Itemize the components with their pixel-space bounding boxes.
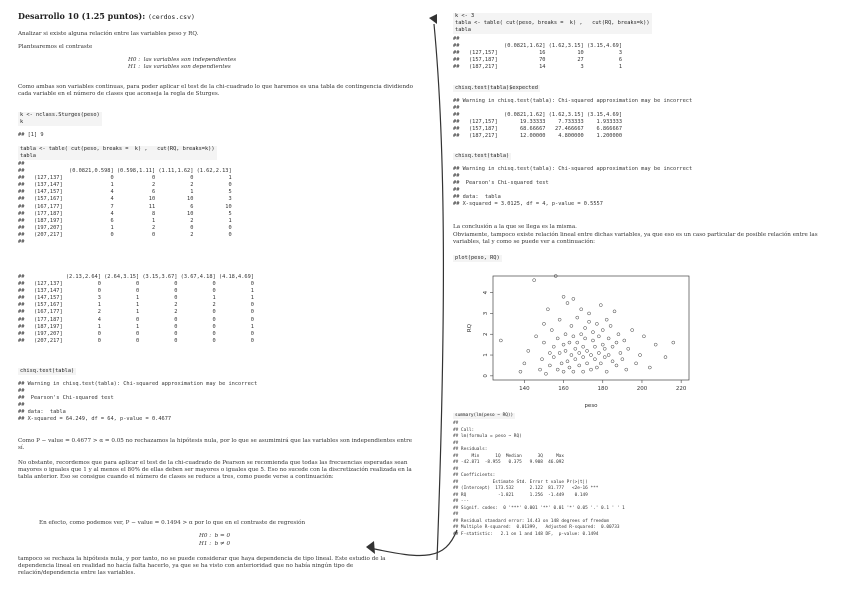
scatter-point (601, 343, 604, 346)
scatter-point (595, 366, 598, 369)
scatter-point (648, 366, 651, 369)
conclusion-1: Como P − value = 0.4677 > α = 0.05 no rechazamos la hipótesis nula, por lo que se asumimirá que las variables son independientes entre sí. (18, 438, 413, 452)
scatter-point (611, 345, 614, 348)
hypothesis-h0: H0 : las variables son independientes (128, 57, 237, 63)
x-axis-label: peso (584, 403, 598, 409)
scatter-point (613, 310, 616, 313)
arrow-curve-down (434, 24, 443, 560)
y-tick-label: 0 (483, 374, 489, 378)
plot-frame (493, 276, 689, 380)
scatter-point (539, 368, 542, 371)
scatter-points (499, 275, 674, 376)
title-bold: Desarrollo 10 (1.25 puntos): (18, 11, 146, 21)
scatter-point (535, 335, 538, 338)
scatter-point (615, 364, 618, 367)
conclusion-4: Obviamente, tampoco existe relación lineal entre dichas variables, ya que eso es un caso particular de posible relación entre las variables, tal y como se puede ver a continuación: (453, 232, 818, 246)
scatter-point (519, 370, 522, 373)
arrow-head-left (366, 541, 375, 554)
scatter-point (597, 335, 600, 338)
hypothesis-b1: H1 : b ≠ 0 (199, 541, 231, 547)
scatter-point (570, 354, 573, 357)
scatter-point (593, 345, 596, 348)
scatter-point (546, 308, 549, 311)
scatter-point (556, 368, 559, 371)
scatter-point (597, 351, 600, 354)
scatter-point (642, 335, 645, 338)
scatter-point (552, 345, 555, 348)
conclusion-3: La conclusión a la que se llega es la misma. (453, 224, 577, 230)
scatter-point (576, 341, 579, 344)
scatter-point (621, 358, 624, 361)
code-expected: chisq.test(tabla)$expected (455, 85, 538, 91)
scatter-point (548, 364, 551, 367)
y-tick-label: 1 (483, 353, 489, 357)
arrow-curve-left (370, 530, 457, 555)
y-axis (483, 290, 493, 377)
arrow-head-top (429, 14, 437, 24)
scatter-point (605, 318, 608, 321)
y-axis-label: RQ (467, 323, 473, 333)
scatter-point (588, 320, 591, 323)
scatter-point (582, 345, 585, 348)
scatter-point (568, 341, 571, 344)
y-tick-label: 2 (483, 332, 489, 336)
scatter-point (570, 324, 573, 327)
scatter-point (609, 324, 612, 327)
scatter-point (574, 358, 577, 361)
scatter-point (603, 347, 606, 350)
y-tick-label: 3 (483, 311, 489, 316)
scatter-point (572, 370, 575, 373)
title-code: (cerdos.csv) (147, 13, 195, 21)
scatter-point (631, 329, 634, 332)
scatter-point (586, 362, 589, 365)
scatter-point (550, 329, 553, 332)
scatter-point (566, 302, 569, 305)
scatter-point (591, 339, 594, 342)
scatter-point (605, 370, 608, 373)
scatter-point (578, 364, 581, 367)
scatter-point (544, 372, 547, 375)
output-tabla3: ## ## (0.0821,1.62] (1.62,3.15] (3.15,4.69] ## (127,157] 16 10 3 ## (157,187] 70 27 6 ## (187,217] 14 3 1 (453, 36, 623, 71)
code-chisq2: chisq.test(tabla) (455, 153, 510, 159)
scatter-point (625, 368, 628, 371)
conclusion-2: No obstante, recordemos que para aplicar el test de la chi-cuadrado de Pearson se recomienda que todas las frecuencias esperadas sean mayores o iguales que 1 y al menos el 80% de ellas deben ser mayores o iguales que 5. Eso no sucede con la discretización realizada en la tabla anterior. Eso se consigue cuando el número de clases se reduce a tres, como puede verse a continuación: (18, 460, 412, 481)
x-tick-label: 180 (597, 386, 609, 392)
method-text: Como ambas son variables continuas, para poder aplicar el test de la chi-cuadrado lo que haremos es una tabla de contingencia dividiendo cada variable en el número de clases que aconseja la regla de Sturges. (18, 84, 414, 98)
scatter-point (611, 360, 614, 363)
intro-text: Analizar si existe alguna relación entre las variables peso y RQ. (18, 31, 199, 37)
scatter-point (586, 349, 589, 352)
code-summary: summary(lm(peso ~ RQ)) (455, 413, 514, 418)
scatter-point (635, 362, 638, 365)
scatter-point (595, 322, 598, 325)
scatter-point (556, 337, 559, 340)
hypothesis-h1: H1 : las variables son dependientes (128, 64, 231, 70)
output-tabla-part1: ## ## (0.0821,0.598] (0.598,1.11] (1.11,1.62] (1.62,2.13] ## (127,137] 0 0 0 1 ## (137,147] 1 2 2 0 ## (147,157] 4 6 1 5 ## (157,167] 4 10 10 3 ## (167,177] 7 11 6 10 ## (177,187] 4 8 10 5 ## (187,197] 6 1 2 1 ## (197,207] 1 2 0 0 ## (207,217] 0 0 2 0 ## (18, 161, 232, 246)
scatter-point (617, 333, 620, 336)
code-tabla3: k <- 3 tabla <- table( cut(peso, breaks = k) , cut(RQ, breaks=k)) tabla (455, 13, 650, 34)
scatter-point (558, 351, 561, 354)
scatter-point (654, 343, 657, 346)
x-tick-label: 160 (558, 386, 569, 392)
plan-text: Plantearemos el contraste (18, 44, 93, 50)
scatter-point (615, 341, 618, 344)
scatter-point (562, 343, 565, 346)
scatter-point (582, 370, 585, 373)
scatter-point (664, 356, 667, 359)
scatter-point (533, 279, 536, 282)
scatter-point (548, 351, 551, 354)
regression-conclusion: tampoco se rechaza la hipótesis nula, y por tanto, no se puede considerar que haya dependencia de tipo lineal. Este estudio de la dependencia lineal en realidad no hacía falta hacerlo, ya que se ha visto con anterioridad que no había ningún tipo de relación/dependencia entre las variables. (18, 556, 386, 577)
regression-text: En efecto, como podemos ver, P − value = 0.1494 > α por lo que en el contraste de regresión (39, 520, 306, 526)
scatter-point (619, 351, 622, 354)
output-summary: ## ## Call: ## lm(formula = peso ~ RQ) ## ## Residuals: ## Min 1Q Median 3Q Max ## -42.871 -8.955 0.375 9.908 46.092 ## ## Coefficients: ## Estimate Std. Error t value Pr(>|t|) ## (Intercept) 173.532 2.122 81.777 <2e-16 *** ## RQ -1.821 1.256 -1.449 0.149 ## --- ## Signif. codes: 0 '***' 0.001 '**' 0.01 '*' 0.05 '.' 0.1 ' ' 1 ## ## Residual standard error: 14.43 on 148 degrees of freedom ## Multiple R-squared: 0.01399, Adjusted R-squared: 0.00733 ## F-statistic: 2.1 on 1 and 148 DF, p-value: 0.1494 (453, 421, 625, 537)
scatter-point (584, 337, 587, 340)
hypothesis-b0: H0 : b = 0 (199, 533, 231, 539)
scatter-point (560, 362, 563, 365)
scatter-point (601, 329, 604, 332)
scatter-plot (453, 266, 843, 411)
scatter-point (588, 312, 591, 315)
output-k: ## [1] 9 (18, 132, 44, 138)
scatter-point (499, 339, 502, 342)
scatter-point (627, 347, 630, 350)
scatter-point (582, 356, 585, 359)
code-chisq: chisq.test(tabla) (20, 368, 75, 374)
code-sturges: k <- nclass.Sturges(peso) k (20, 112, 100, 126)
scatter-point (593, 358, 596, 361)
scatter-point (552, 356, 555, 359)
scatter-point (578, 351, 581, 354)
scatter-point (672, 341, 675, 344)
scatter-point (542, 341, 545, 344)
scatter-point (580, 308, 583, 311)
output-chisq2: ## Warning in chisq.test(tabla): Chi-squared approximation may be incorrect ## ## Pearson's Chi-squared test ## ## data: tabla ## X-squared = 3.0125, df = 4, p-value = 0.5557 (453, 166, 693, 208)
scatter-point (558, 318, 561, 321)
scatter-point (576, 316, 579, 319)
scatter-point (607, 354, 610, 357)
output-expected: ## Warning in chisq.test(tabla): Chi-squared approximation may be incorrect ## ## (0.0821,1.62] (1.62,3.15] (3.15,4.69] ## (127,157] 19.33333 7.733333 1.933333 ## (157,187] 68.66667 27.466667 6.866667 ## (187,217] 12.00000 4.800000 1.200000 (453, 98, 693, 140)
scatter-point (639, 354, 642, 357)
scatter-point (566, 360, 569, 363)
scatter-point (603, 356, 606, 359)
scatter-point (584, 327, 587, 330)
scatter-point (590, 368, 593, 371)
scatter-point (568, 366, 571, 369)
scatter-point (599, 362, 602, 365)
output-chisq: ## Warning in chisq.test(tabla): Chi-squared approximation may be incorrect ## ## Pearson's Chi-squared test ## ## data: tabla ## X-squared = 64.249, df = 64, p-value = 0.4677 (18, 381, 258, 423)
code-tabla: tabla <- table( cut(peso, breaks = k) , cut(RQ, breaks=k)) tabla (20, 146, 215, 160)
scatter-point (591, 331, 594, 334)
scatter-point (590, 354, 593, 357)
scatter-point (523, 362, 526, 365)
x-tick-label: 220 (675, 386, 687, 392)
scatter-point (562, 370, 565, 373)
scatter-point (527, 349, 530, 352)
scatter-point (572, 297, 575, 300)
scatter-point (599, 304, 602, 307)
x-tick-label: 140 (519, 386, 530, 392)
output-tabla-part2: ## (2.13,2.64] (2.64,3.15] (3.15,3.67] (3.67,4.18] (4.18,4.69] ## (127,137] 0 0 0 0 0 ## (137,147] 0 0 0 0 1 ## (147,157] 3 1 0 1 1 ## (157,167] 1 1 2 2 0 ## (167,177] 2 1 2 0 0 ## (177,187] 4 0 0 0 0 ## (187,197] 1 1 0 0 1 ## (197,207] 0 0 0 0 0 ## (207,217] 0 0 0 0 0 (18, 274, 254, 344)
scatter-point (574, 347, 577, 350)
scatter-point (572, 335, 575, 338)
scatter-point (580, 333, 583, 336)
scatter-point (623, 339, 626, 342)
y-tick-label: 4 (483, 290, 489, 295)
scatter-point (542, 322, 545, 325)
scatter-point (562, 295, 565, 298)
x-axis (519, 380, 687, 392)
scatter-point (541, 358, 544, 361)
x-tick-label: 200 (636, 386, 648, 392)
code-plot: plot(peso, RQ) (455, 255, 500, 261)
scatter-point (607, 337, 610, 340)
scatter-point (564, 333, 567, 336)
scatter-point (564, 349, 567, 352)
